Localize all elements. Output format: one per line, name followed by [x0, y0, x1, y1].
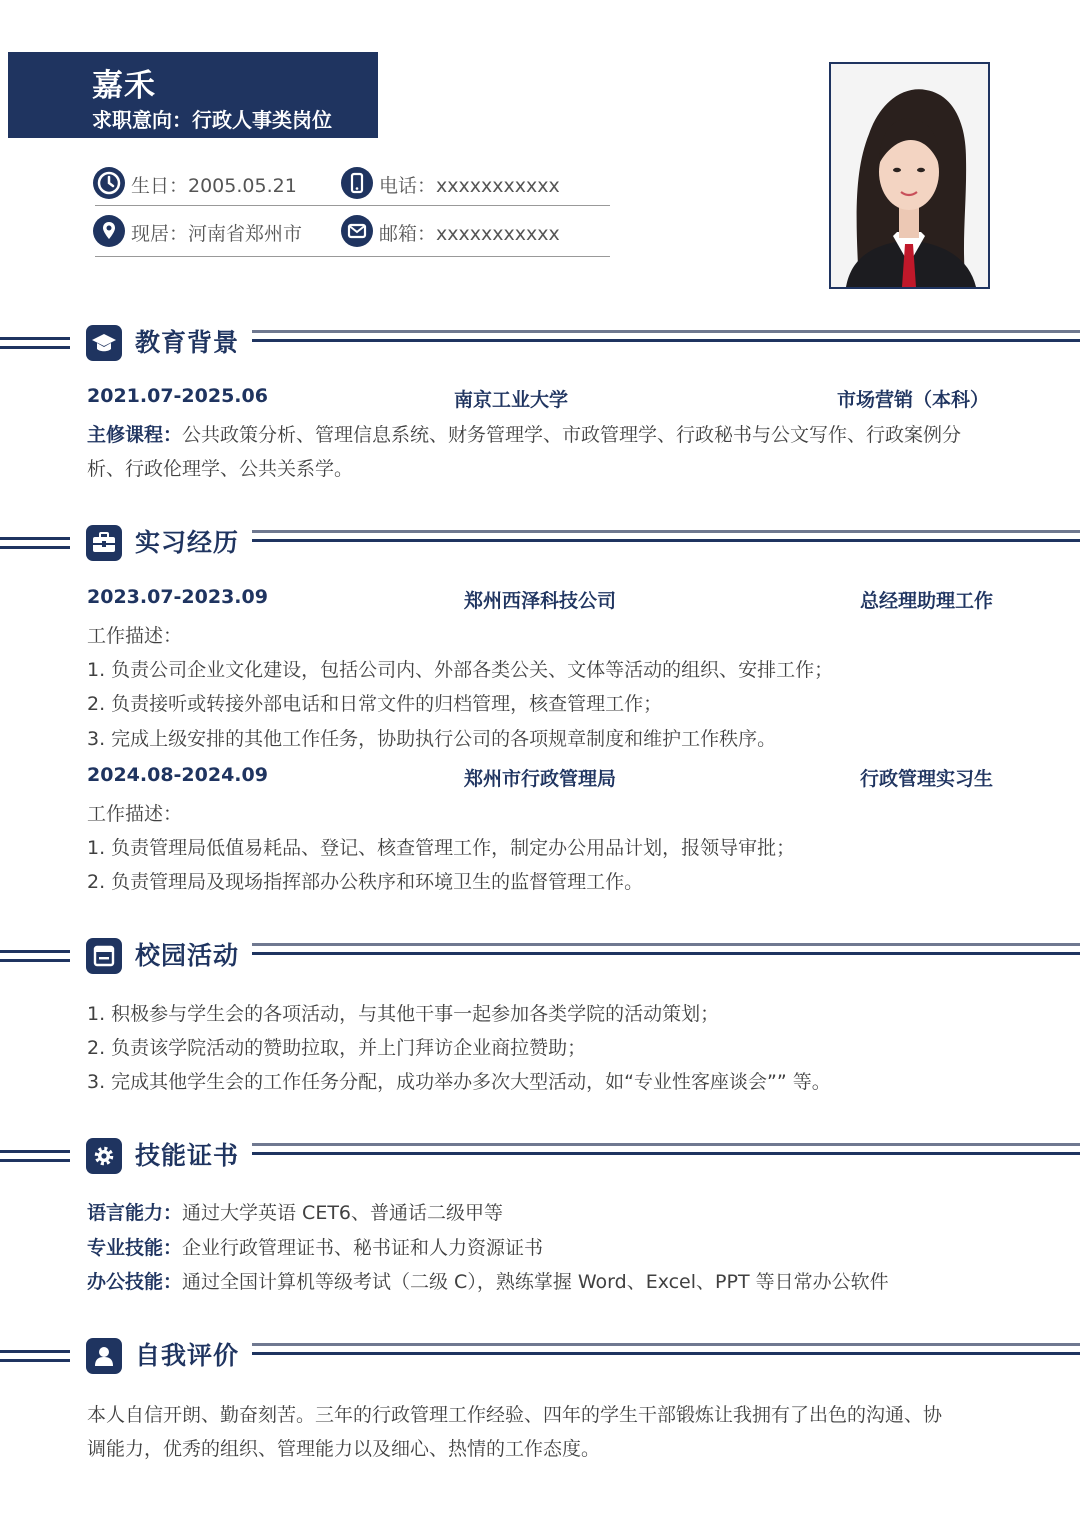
skill-office	[87, 1267, 889, 1294]
section-title-education: 教育背景	[135, 328, 240, 357]
job-company-2: 郑州市行政管理局	[464, 768, 617, 790]
job2-item-2: 2. 负责管理局及现场指挥部办公秩序和环境卫生的监督管理工作。	[87, 871, 644, 893]
section-header-education	[0, 325, 1080, 365]
section-header-internship	[0, 525, 1080, 565]
location-pin-icon	[93, 215, 125, 247]
professional-label: 专业技能：	[87, 1237, 183, 1259]
language-label: 语言能力：	[87, 1202, 183, 1224]
clock-icon	[93, 167, 125, 199]
section-title-self: 自我评价	[135, 1341, 240, 1370]
education-major: 市场营销（本科）	[836, 389, 989, 411]
job-period-2: 2024.08-2024.09	[87, 764, 268, 786]
graduation-cap-icon	[86, 325, 122, 361]
job-desc-label-1: 工作描述：	[87, 625, 183, 647]
email-text: 邮箱：xxxxxxxxxxx	[379, 223, 560, 245]
courses-line-2: 析、行政伦理学、公共关系学。	[87, 458, 354, 480]
job1-item-3: 3. 完成上级安排的其他工作任务，协助执行公司的各项规章制度和维护工作秩序。	[87, 728, 777, 750]
education-period: 2021.07-2025.06	[87, 385, 268, 407]
job-role-1: 总经理助理工作	[859, 590, 993, 612]
skill-professional	[87, 1233, 543, 1260]
residence-text: 现居：河南省郑州市	[131, 223, 303, 245]
section-header-campus	[0, 938, 1080, 978]
document-icon	[86, 938, 122, 974]
job-row-1	[87, 586, 997, 612]
courses-line-1	[87, 420, 961, 447]
section-title-skills: 技能证书	[135, 1141, 240, 1170]
courses-label: 主修课程：	[87, 424, 183, 446]
section-title-internship: 实习经历	[135, 528, 240, 557]
info-divider-2	[95, 256, 610, 257]
office-text: 通过全国计算机等级考试（二级 C），熟练掌握 Word、Excel、PPT 等日常办公软件	[182, 1271, 889, 1293]
job-row-2	[87, 764, 997, 790]
phone-icon	[341, 167, 373, 199]
job-role-2: 行政管理实习生	[859, 768, 993, 790]
profile-photo	[829, 62, 990, 289]
section-header-skills	[0, 1138, 1080, 1178]
job-desc-label-2: 工作描述：	[87, 803, 183, 825]
mail-icon	[341, 215, 373, 247]
campus-item-3: 3. 完成其他学生会的工作任务分配，成功举办多次大型活动，如“专业性客座谈会”” 等。	[87, 1071, 831, 1093]
candidate-name: 嘉禾	[92, 68, 156, 104]
name-banner	[8, 52, 378, 138]
professional-text: 企业行政管理证书、秘书证和人力资源证书	[182, 1237, 544, 1259]
skill-language	[87, 1198, 503, 1225]
job1-item-2: 2. 负责接听或转接外部电话和日常文件的归档管理，核查管理工作；	[87, 693, 663, 715]
job-company-1: 郑州西泽科技公司	[464, 590, 617, 612]
job1-item-1: 1. 负责公司企业文化建设，包括公司内、外部各类公关、文体等活动的组织、安排工作；	[87, 659, 834, 681]
campus-item-1: 1. 积极参与学生会的各项活动，与其他干事一起参加各类学院的活动策划；	[87, 1003, 720, 1025]
self-line-1: 本人自信开朗、勤奋刻苦。三年的行政管理工作经验、四年的学生干部锻炼让我拥有了出色的沟通、协	[87, 1404, 943, 1426]
section-title-campus: 校园活动	[135, 941, 240, 970]
birth-text: 生日：2005.05.21	[131, 175, 297, 197]
job2-item-1: 1. 负责管理局低值易耗品、登记、核查管理工作，制定办公用品计划，报领导审批；	[87, 837, 796, 859]
office-label: 办公技能：	[87, 1271, 183, 1293]
courses-text-1: 公共政策分析、管理信息系统、财务管理学、市政管理学、行政秘书与公文写作、行政案例分	[182, 424, 962, 446]
language-text: 通过大学英语 CET6、普通话二级甲等	[182, 1202, 504, 1224]
job-objective: 求职意向：行政人事类岗位	[92, 108, 332, 132]
education-school: 南京工业大学	[454, 389, 569, 411]
briefcase-icon	[86, 525, 122, 561]
job-period-1: 2023.07-2023.09	[87, 586, 268, 608]
education-row	[87, 385, 997, 411]
info-divider-1	[95, 205, 610, 206]
user-icon	[86, 1338, 122, 1374]
campus-item-2: 2. 负责该学院活动的赞助拉取，并上门拜访企业商拉赞助；	[87, 1037, 587, 1059]
phone-text: 电话：xxxxxxxxxxx	[379, 175, 560, 197]
gear-icon	[86, 1138, 122, 1174]
section-header-self	[0, 1338, 1080, 1378]
self-line-2: 调能力，优秀的组织、管理能力以及细心、热情的工作态度。	[87, 1438, 601, 1460]
